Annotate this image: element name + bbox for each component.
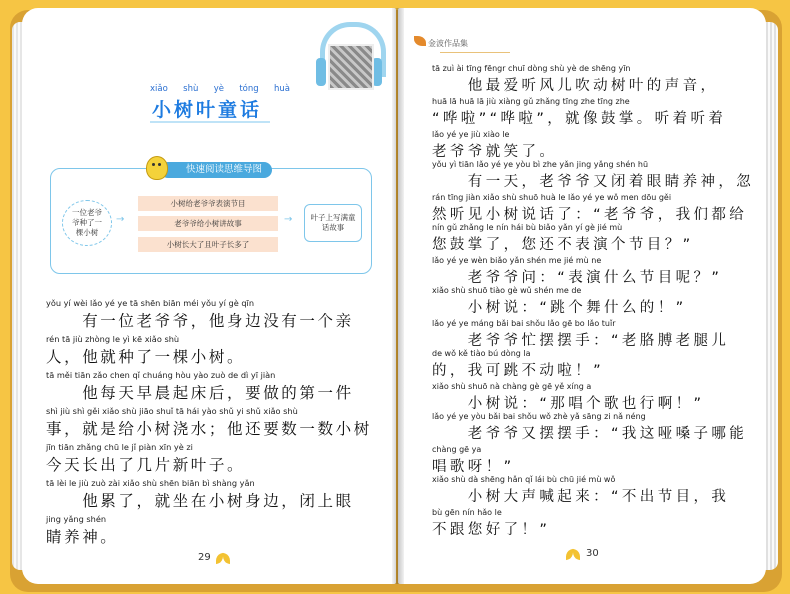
right-page-edges xyxy=(764,22,778,570)
text-line: 不跟您好了！” xyxy=(432,522,551,538)
arrow-right-icon: → xyxy=(116,214,125,225)
text-line: 小树大声喊起来：“不出节目，我 xyxy=(432,489,730,505)
title-underline xyxy=(150,121,270,123)
text-line: 小树说：“跳个舞什么的！” xyxy=(432,300,687,316)
mindmap-node-2: 老爷爷给小树讲故事 xyxy=(138,216,278,231)
title-pinyin: xiǎo shù yè tóng huà xyxy=(150,84,290,94)
text-line: 老爷爷问：“表演什么节目呢？” xyxy=(432,270,723,286)
pinyin-line: nín gǔ zhǎng le nín hái bù biǎo yǎn yí gè jié mù xyxy=(432,223,623,232)
butterfly-icon xyxy=(216,554,230,564)
text-line: 您鼓掌了，您还不表演个节目？” xyxy=(432,237,694,253)
text-line: 老爷爷忙摆摆手：“老胳膊老腿儿 xyxy=(432,333,730,349)
page-number: 30 xyxy=(586,548,599,559)
pinyin-line: shì jiù shì gěi xiǎo shù jiāo shuǐ tā hái yào shǔ yi shǔ xiǎo shù xyxy=(46,406,298,416)
pinyin-line: tā lèi le jiù zuò zài xiǎo shù shēn biān bì shàng yǎn xyxy=(46,478,255,488)
pinyin-line: tā zuì ài tīng fēngr chuī dòng shù yè de shēng yīn xyxy=(432,64,631,73)
chick-mascot-icon xyxy=(146,156,168,180)
text-line: 今天长出了几片新叶子。 xyxy=(46,456,246,474)
arrow-right-icon: → xyxy=(284,214,293,225)
pinyin-line: tā měi tiān zǎo chen qǐ chuáng hòu yào zuò de dì yī jiàn xyxy=(46,370,276,380)
text-line: 的，我可跳不动啦！” xyxy=(432,363,605,379)
text-line: 他最爱听风儿吹动树叶的声音， xyxy=(432,78,719,94)
pinyin-line: rén tā jiù zhòng le yì kē xiǎo shù xyxy=(46,334,180,344)
pinyin-line: xiǎo shù shuō nà chàng gè gē yě xíng a xyxy=(432,382,592,391)
text-line: 老爷爷又摆摆手：“我这哑嗓子哪能 xyxy=(432,426,748,442)
audio-qr-headphones[interactable] xyxy=(316,22,382,102)
pinyin-line: lǎo yé ye máng bǎi bai shǒu lǎo gē bo lǎo tuǐr xyxy=(432,319,616,328)
mindmap-node-3: 小树长大了且叶子长多了 xyxy=(138,237,278,252)
pinyin-line: de wǒ kě tiào bú dòng la xyxy=(432,349,531,358)
mindmap-node-1: 小树给老爷爷表演节目 xyxy=(138,196,278,211)
pinyin-line: bù gēn nín hǎo le xyxy=(432,508,502,517)
pinyin-line: jing yǎng shén xyxy=(46,514,107,524)
pinyin-line: lǎo yé ye yòu bǎi bai shǒu wǒ zhè yǎ săng zi nǎ néng xyxy=(432,412,646,421)
pinyin-line: lǎo yé ye jiù xiào le xyxy=(432,130,510,139)
series-label: 金波作品集 xyxy=(428,39,468,48)
book-gutter xyxy=(392,8,404,584)
pinyin-line: xiǎo shù shuō tiào gè wǔ shén me de xyxy=(432,286,582,295)
pinyin-line: rán tīng jiàn xiǎo shù shuō huà le lǎo yé ye wǒ men dōu gěi xyxy=(432,193,672,202)
text-line: 小树说：“那唱个歌也行啊！” xyxy=(432,396,705,412)
mindmap-root: 一位老爷 爷种了一 棵小树 xyxy=(62,200,112,246)
mindmap-leaf: 叶子上写满童 话故事 xyxy=(304,204,362,242)
text-line: 唱歌呀！” xyxy=(432,459,515,475)
text-line: 有一位老爷爷，他身边没有一个亲 xyxy=(46,312,354,330)
text-line: 他每天早晨起床后，要做的第一件 xyxy=(46,384,354,402)
qr-code-icon[interactable] xyxy=(328,44,374,90)
text-line: “哗啦”“哗啦”，就像鼓掌。听着听着 xyxy=(432,111,727,127)
text-line: 他累了，就坐在小树身边，闭上眼 xyxy=(46,492,354,510)
mindmap-header: 快速阅读思维导图 xyxy=(160,162,272,178)
header-rule xyxy=(440,52,510,53)
pinyin-line: jīn tiān zhǎng chū le jǐ piàn xīn yè zi xyxy=(46,442,193,452)
pinyin-line: yǒu yì tiān lǎo yé ye yòu bì zhe yǎn jing yǎng shén hū xyxy=(432,160,649,169)
pinyin-line: xiǎo shù dà shēng hǎn qǐ lái bù chū jié mù wǒ xyxy=(432,475,616,484)
pinyin-line: lǎo yé ye wèn biǎo yǎn shén me jié mù ne xyxy=(432,256,602,265)
pinyin-line: huā lā huā lā jiù xiàng gǔ zhǎng tīng zhe tīng zhe xyxy=(432,97,630,106)
butterfly-icon xyxy=(566,550,580,560)
text-line: 人，他就种了一棵小树。 xyxy=(46,348,246,366)
text-line: 有一天，老爷爷又闭着眼睛养神，忽 xyxy=(432,174,755,190)
pinyin-line: chàng gē ya xyxy=(432,445,482,454)
pinyin-line: yǒu yí wèi lǎo yé ye tā shēn biān méi yǒu yí gè qīn xyxy=(46,298,255,308)
text-line: 睛养神。 xyxy=(46,528,119,546)
story-title: 小树叶童话 xyxy=(152,99,263,121)
text-line: 然听见小树说话了：“老爷爷，我们都给 xyxy=(432,207,748,223)
text-line: 老爷爷就笑了。 xyxy=(432,144,558,160)
page-number: 29 xyxy=(198,552,211,563)
text-line: 事，就是给小树浇水；他还要数一数小树 xyxy=(46,420,372,438)
